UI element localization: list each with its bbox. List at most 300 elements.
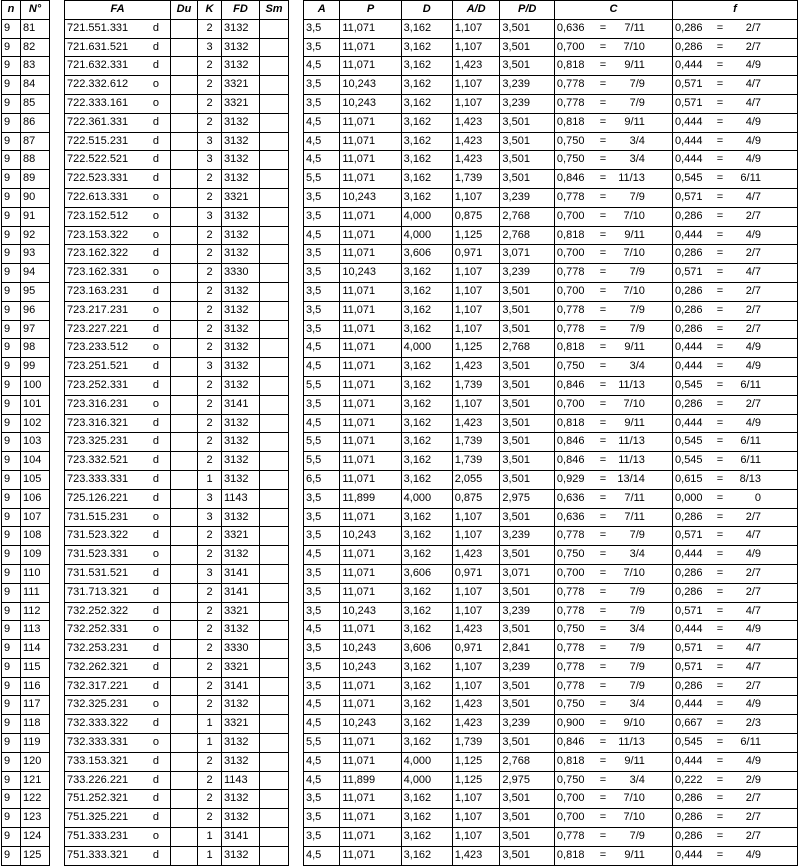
cell-k: 1 (198, 828, 222, 847)
fa-suffix: d (152, 773, 159, 786)
cell-k: 1 (198, 846, 222, 865)
cell-n: 9 (2, 546, 21, 565)
cell-fa (65, 207, 171, 226)
f-equals: = (716, 228, 724, 241)
fa-suffix: o (152, 209, 159, 222)
cell-pd: 3,501 (500, 57, 555, 76)
c-equals: = (599, 322, 607, 335)
fa-code: 723.251.521 (67, 360, 129, 373)
f-fraction: 2/7 (745, 811, 762, 824)
cell-k: 2 (198, 752, 222, 771)
cell-fd: 3132 (222, 752, 260, 771)
f-equals: = (716, 679, 724, 692)
f-fraction: 4/7 (745, 266, 762, 279)
table-row (304, 301, 798, 320)
cell-k: 2 (198, 226, 222, 245)
cell-a: 4,5 (304, 621, 340, 640)
fa-suffix: d (152, 378, 159, 391)
cell-d: 3,162 (401, 301, 452, 320)
cell-n: 9 (2, 527, 21, 546)
f-equals: = (716, 811, 724, 824)
fa-suffix: d (152, 529, 159, 542)
fa-code: 723.333.331 (67, 472, 129, 485)
cell-c (554, 489, 672, 508)
fa-suffix: o (152, 96, 159, 109)
cell-a: 3,5 (304, 207, 340, 226)
table-row (2, 790, 50, 809)
cell-n: 9 (2, 734, 21, 753)
f-value: 0,286 (675, 284, 703, 297)
table-row (304, 57, 798, 76)
cell-sm (260, 470, 289, 489)
cell-pd: 3,501 (500, 470, 555, 489)
cell-f (673, 170, 798, 189)
cell-a: 3,5 (304, 245, 340, 264)
table-row (304, 715, 798, 734)
table-row (304, 151, 798, 170)
cell-ad: 1,107 (452, 94, 500, 113)
table-row (304, 771, 798, 790)
f-fraction: 2/7 (745, 792, 762, 805)
cell-n: 9 (2, 621, 21, 640)
cell-d: 3,606 (401, 564, 452, 583)
cell-number: 115 (21, 658, 50, 677)
cell-p: 11,071 (340, 38, 401, 57)
cell-f (673, 19, 798, 38)
cell-du (171, 282, 198, 301)
fa-suffix: o (152, 698, 159, 711)
cell-fa (65, 433, 171, 452)
cell-a: 3,5 (304, 790, 340, 809)
cell-pd: 3,071 (500, 564, 555, 583)
c-value: 0,818 (556, 416, 585, 429)
cell-n: 9 (2, 339, 21, 358)
f-fraction: 4/9 (745, 623, 762, 636)
header-number: N° (21, 1, 50, 20)
c-equals: = (599, 773, 607, 786)
cell-k: 2 (198, 264, 222, 283)
f-fraction: 2/7 (745, 247, 762, 260)
f-value: 0,444 (675, 548, 703, 561)
f-fraction: 2/7 (745, 40, 762, 53)
cell-p: 11,071 (340, 320, 401, 339)
table-row (304, 846, 798, 865)
cell-c (554, 301, 672, 320)
cell-number: 91 (21, 207, 50, 226)
cell-a: 5,5 (304, 734, 340, 753)
fa-suffix: d (152, 435, 159, 448)
cell-p: 11,071 (340, 282, 401, 301)
fa-code: 722.332.612 (67, 78, 129, 91)
cell-d: 4,000 (401, 771, 452, 790)
fa-code: 723.325.231 (67, 435, 129, 448)
cell-fa (65, 376, 171, 395)
table-row (304, 677, 798, 696)
table-row (304, 696, 798, 715)
cell-p: 11,071 (340, 546, 401, 565)
cell-ad: 1,739 (452, 170, 500, 189)
cell-pd: 3,239 (500, 94, 555, 113)
cell-du (171, 715, 198, 734)
cell-number: 85 (21, 94, 50, 113)
c-fraction: 9/10 (623, 717, 645, 730)
cell-number: 103 (21, 433, 50, 452)
cell-pd: 3,239 (500, 658, 555, 677)
table-row (65, 76, 289, 95)
cell-f (673, 734, 798, 753)
c-equals: = (599, 78, 607, 91)
f-value: 0,286 (675, 303, 703, 316)
cell-k: 1 (198, 715, 222, 734)
table-row (304, 94, 798, 113)
cell-fa (65, 113, 171, 132)
cell-ad: 1,107 (452, 301, 500, 320)
cell-ad: 1,125 (452, 339, 500, 358)
cell-p: 11,071 (340, 564, 401, 583)
table-row (65, 433, 289, 452)
cell-n: 9 (2, 602, 21, 621)
cell-d: 3,162 (401, 658, 452, 677)
cell-k: 2 (198, 433, 222, 452)
cell-fd: 3321 (222, 94, 260, 113)
cell-a: 5,5 (304, 433, 340, 452)
cell-ad: 1,125 (452, 771, 500, 790)
cell-f (673, 395, 798, 414)
cell-pd: 3,239 (500, 76, 555, 95)
table-row (304, 170, 798, 189)
table-row (65, 19, 289, 38)
f-equals: = (716, 115, 724, 128)
fa-suffix: d (152, 416, 159, 429)
f-value: 0,545 (675, 736, 703, 749)
c-value: 0,700 (556, 566, 585, 579)
cell-number: 87 (21, 132, 50, 151)
cell-n: 9 (2, 564, 21, 583)
f-equals: = (716, 548, 724, 561)
f-fraction: 6/11 (740, 378, 762, 391)
cell-n: 9 (2, 658, 21, 677)
f-equals: = (716, 59, 724, 72)
fa-code: 725.126.221 (67, 491, 129, 504)
f-fraction: 4/7 (745, 604, 762, 617)
cell-n: 9 (2, 470, 21, 489)
cell-n: 9 (2, 828, 21, 847)
cell-d: 3,162 (401, 470, 452, 489)
fa-code: 722.523.331 (67, 172, 129, 185)
table-row (304, 828, 798, 847)
values-table (303, 0, 798, 866)
table-row (304, 376, 798, 395)
header-du: Du (171, 1, 198, 20)
cell-fd: 3132 (222, 113, 260, 132)
cell-p: 10,243 (340, 640, 401, 659)
f-equals: = (716, 773, 724, 786)
cell-number: 120 (21, 752, 50, 771)
cell-d: 3,162 (401, 282, 452, 301)
c-value: 0,778 (556, 190, 585, 203)
cell-k: 3 (198, 358, 222, 377)
cell-pd: 3,501 (500, 846, 555, 865)
cell-a: 4,5 (304, 151, 340, 170)
fa-suffix: d (152, 792, 159, 805)
table-row (304, 564, 798, 583)
table-row (304, 245, 798, 264)
c-fraction: 9/11 (624, 115, 645, 128)
table-row (304, 470, 798, 489)
cell-p: 11,071 (340, 752, 401, 771)
c-equals: = (599, 21, 607, 34)
f-equals: = (716, 416, 724, 429)
cell-d: 3,162 (401, 809, 452, 828)
cell-ad: 1,739 (452, 376, 500, 395)
f-equals: = (716, 247, 724, 260)
cell-du (171, 658, 198, 677)
cell-a: 3,5 (304, 19, 340, 38)
fa-code: 732.333.322 (67, 717, 129, 730)
c-equals: = (599, 40, 607, 53)
cell-p: 11,071 (340, 828, 401, 847)
cell-du (171, 640, 198, 659)
cell-number: 121 (21, 771, 50, 790)
c-equals: = (599, 341, 607, 354)
cell-du (171, 508, 198, 527)
cell-p: 11,071 (340, 207, 401, 226)
f-fraction: 4/9 (745, 848, 762, 861)
cell-sm (260, 696, 289, 715)
cell-n: 9 (2, 376, 21, 395)
cell-f (673, 207, 798, 226)
c-fraction: 9/11 (624, 228, 645, 241)
f-fraction: 4/7 (745, 78, 762, 91)
f-fraction: 0 (754, 491, 762, 504)
table-row (304, 602, 798, 621)
c-fraction: 7/9 (629, 830, 645, 843)
cell-pd: 3,501 (500, 376, 555, 395)
cell-fd: 3132 (222, 433, 260, 452)
f-value: 0,444 (675, 416, 703, 429)
c-fraction: 7/11 (624, 491, 645, 504)
cell-fa (65, 527, 171, 546)
cell-k: 2 (198, 245, 222, 264)
cell-ad: 1,423 (452, 621, 500, 640)
fa-suffix: o (152, 341, 159, 354)
cell-du (171, 264, 198, 283)
cell-n: 9 (2, 264, 21, 283)
cell-pd: 3,501 (500, 395, 555, 414)
cell-c (554, 771, 672, 790)
cell-fd: 3132 (222, 301, 260, 320)
c-value: 0,700 (556, 284, 585, 297)
cell-sm (260, 452, 289, 471)
cell-d: 3,162 (401, 677, 452, 696)
table-row (2, 151, 50, 170)
cell-c (554, 207, 672, 226)
cell-n: 9 (2, 414, 21, 433)
c-equals: = (599, 811, 607, 824)
table-row (304, 282, 798, 301)
header-c: C (554, 1, 672, 20)
cell-p: 10,243 (340, 264, 401, 283)
cell-p: 10,243 (340, 76, 401, 95)
c-equals: = (599, 454, 607, 467)
cell-a: 3,5 (304, 489, 340, 508)
cell-n: 9 (2, 19, 21, 38)
cell-sm (260, 809, 289, 828)
c-value: 0,778 (556, 303, 585, 316)
cell-pd: 3,501 (500, 358, 555, 377)
cell-fa (65, 828, 171, 847)
table-row (65, 658, 289, 677)
cell-f (673, 677, 798, 696)
f-value: 0,444 (675, 623, 703, 636)
cell-ad: 1,107 (452, 583, 500, 602)
table-row (2, 452, 50, 471)
cell-f (673, 414, 798, 433)
cell-du (171, 226, 198, 245)
table-row (65, 621, 289, 640)
cell-k: 2 (198, 320, 222, 339)
header-f: f (673, 1, 798, 20)
cell-sm (260, 19, 289, 38)
cell-p: 11,071 (340, 57, 401, 76)
cell-n: 9 (2, 320, 21, 339)
cell-n: 9 (2, 226, 21, 245)
c-value: 0,778 (556, 96, 585, 109)
c-fraction: 9/11 (624, 416, 645, 429)
cell-c (554, 583, 672, 602)
f-equals: = (716, 642, 724, 655)
cell-c (554, 151, 672, 170)
fa-code: 731.515.231 (67, 510, 129, 523)
cell-d: 3,162 (401, 696, 452, 715)
c-equals: = (599, 698, 607, 711)
table-row (2, 207, 50, 226)
cell-a: 3,5 (304, 527, 340, 546)
f-equals: = (716, 284, 724, 297)
cell-ad: 1,423 (452, 132, 500, 151)
cell-ad: 1,107 (452, 508, 500, 527)
cell-du (171, 470, 198, 489)
c-equals: = (599, 96, 607, 109)
f-equals: = (716, 322, 724, 335)
c-fraction: 11/13 (618, 454, 645, 467)
c-fraction: 7/9 (629, 529, 645, 542)
table-row (2, 170, 50, 189)
table-row (2, 752, 50, 771)
c-value: 0,700 (556, 247, 585, 260)
table-row (65, 602, 289, 621)
fa-code: 751.333.321 (67, 848, 129, 861)
c-fraction: 7/9 (629, 322, 645, 335)
c-value: 0,929 (556, 472, 585, 485)
index-table (1, 0, 50, 866)
f-equals: = (716, 266, 724, 279)
c-equals: = (599, 360, 607, 373)
table-row (65, 301, 289, 320)
f-equals: = (716, 472, 724, 485)
fa-code: 732.262.321 (67, 660, 129, 673)
f-value: 0,000 (675, 491, 703, 504)
cell-c (554, 658, 672, 677)
f-value: 0,286 (675, 679, 703, 692)
cell-k: 2 (198, 170, 222, 189)
table-row (2, 677, 50, 696)
c-fraction: 7/10 (623, 284, 645, 297)
cell-c (554, 376, 672, 395)
fa-suffix: o (152, 510, 159, 523)
cell-c (554, 677, 672, 696)
cell-ad: 1,107 (452, 527, 500, 546)
cell-number: 124 (21, 828, 50, 847)
f-fraction: 4/9 (745, 360, 762, 373)
cell-d: 3,162 (401, 790, 452, 809)
cell-du (171, 677, 198, 696)
table-row (65, 734, 289, 753)
cell-fa (65, 282, 171, 301)
cell-sm (260, 207, 289, 226)
cell-d: 4,000 (401, 752, 452, 771)
cell-fa (65, 602, 171, 621)
table-row (2, 132, 50, 151)
cell-p: 11,071 (340, 470, 401, 489)
table-row (65, 771, 289, 790)
header-d: D (401, 1, 452, 20)
cell-k: 2 (198, 57, 222, 76)
f-equals: = (716, 435, 724, 448)
cell-sm (260, 320, 289, 339)
cell-fa (65, 76, 171, 95)
table-row (65, 752, 289, 771)
cell-f (673, 564, 798, 583)
cell-d: 3,162 (401, 546, 452, 565)
cell-d: 3,162 (401, 113, 452, 132)
cell-fa (65, 696, 171, 715)
cell-ad: 1,107 (452, 809, 500, 828)
cell-fa (65, 564, 171, 583)
cell-d: 3,162 (401, 188, 452, 207)
cell-f (673, 583, 798, 602)
table-row (2, 640, 50, 659)
cell-a: 3,5 (304, 508, 340, 527)
c-equals: = (599, 190, 607, 203)
cell-sm (260, 846, 289, 865)
cell-c (554, 452, 672, 471)
cell-p: 11,071 (340, 452, 401, 471)
cell-f (673, 602, 798, 621)
cell-number: 107 (21, 508, 50, 527)
cell-p: 11,071 (340, 809, 401, 828)
fa-code: 732.317.221 (67, 679, 129, 692)
table-row (2, 376, 50, 395)
f-equals: = (716, 736, 724, 749)
cell-pd: 2,768 (500, 752, 555, 771)
cell-du (171, 358, 198, 377)
cell-ad: 0,875 (452, 489, 500, 508)
cell-du (171, 188, 198, 207)
cell-sm (260, 94, 289, 113)
cell-fd: 3132 (222, 734, 260, 753)
f-value: 0,286 (675, 247, 703, 260)
fa-code: 732.252.322 (67, 604, 129, 617)
fa-suffix: d (152, 454, 159, 467)
cell-d: 3,162 (401, 602, 452, 621)
f-fraction: 6/11 (740, 172, 762, 185)
cell-a: 3,5 (304, 76, 340, 95)
fa-code: 723.316.231 (67, 397, 129, 410)
f-fraction: 4/9 (745, 115, 762, 128)
table-row (304, 734, 798, 753)
fa-code: 722.333.161 (67, 96, 129, 109)
